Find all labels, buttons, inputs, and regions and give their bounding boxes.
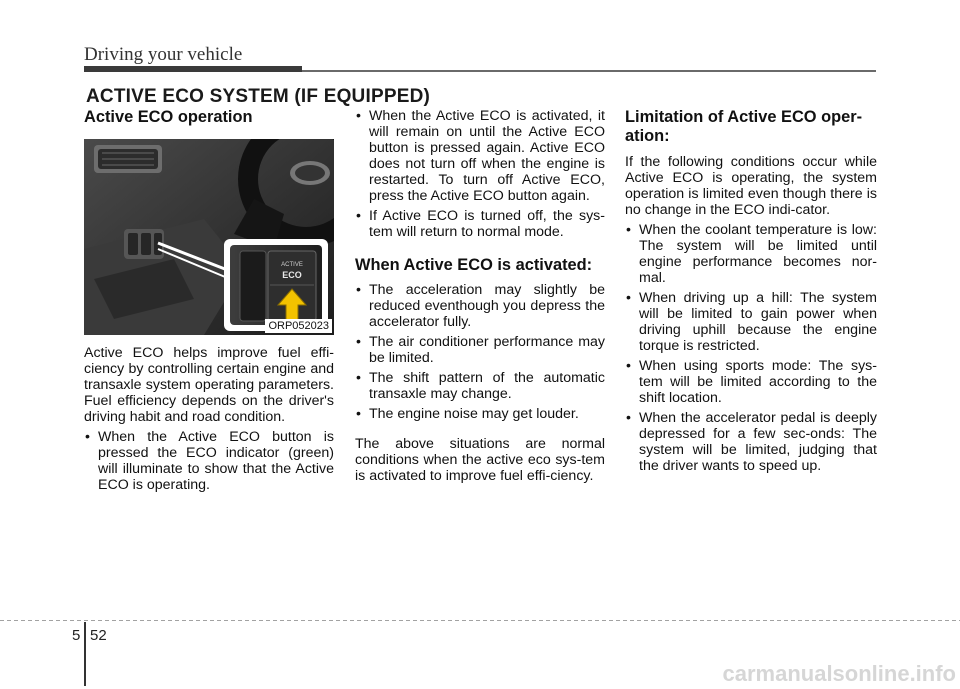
column-3 <box>625 108 877 478</box>
bullet-list-col1 <box>84 429 334 493</box>
dashboard-illustration <box>84 139 334 335</box>
list-item: • The engine noise may get louder. <box>355 406 605 422</box>
image-caption: ORP052023 <box>265 319 332 333</box>
button-label-bottom: ECO <box>282 270 302 280</box>
chapter-number: 5 <box>72 627 81 644</box>
header-rule-dark <box>84 66 302 72</box>
list-item: • When driving up a hill: The system will be limited to gain power when driving uphill because the engine torque is restricted. <box>625 290 877 354</box>
header-rule-light <box>302 70 876 72</box>
column-1 <box>84 108 334 497</box>
list-item: • When the coolant temperature is low: The system will be limited until engine performance becomes nor-mal. <box>625 222 877 286</box>
list-item: • When the Active ECO button is pressed the ECO indicator (green) will illuminate to show that the Active ECO is operating. <box>84 429 334 493</box>
list-item: • If Active ECO is turned off, the sys-tem will return to normal mode. <box>355 208 605 240</box>
list-item: • When the accelerator pedal is deeply depressed for a few sec-onds: The system will be limited, judging that the driver wants to speed up. <box>625 410 877 474</box>
list-item: • When the Active ECO is activated, it will remain on until the Active ECO button is pressed again. Active ECO does not turn off when the engine is restarted. To turn off Active ECO, press the Active ECO button again. <box>355 108 605 204</box>
bullet-list-col3 <box>625 222 877 474</box>
column-2 <box>355 108 605 484</box>
list-item: • The shift pattern of the automatic transaxle may change. <box>355 370 605 402</box>
list-item: • The acceleration may slightly be reduced eventhough you depress the accelerator fully. <box>355 282 605 330</box>
section-title: ACTIVE ECO SYSTEM (IF EQUIPPED) <box>86 86 431 107</box>
heading-when-activated: When Active ECO is activated: <box>355 256 593 274</box>
paragraph-normal-conditions: The above situations are normal conditions when the active eco sys-tem is activated to improve fuel effi-ciency. <box>355 436 605 484</box>
heading-active-eco-operation: Active ECO operation <box>84 108 253 126</box>
paragraph-limitation: If the following conditions occur while Active ECO is operating, the system operation is limited even though there is no change in the ECO indi-cator. <box>625 154 877 218</box>
bullet-list-col2 <box>355 282 605 422</box>
running-header: Driving your vehicle <box>84 44 243 65</box>
footer-divider <box>84 622 86 686</box>
button-label-top: ACTIVE <box>281 262 303 268</box>
page-number: 52 <box>90 627 107 644</box>
bullet-list-col2-top <box>355 108 605 240</box>
paragraph-intro: Active ECO helps improve fuel effi-ciency by controlling certain engine and transaxle system operating parameters. Fuel efficiency depends on the driver's driving habit and road condition. <box>84 345 334 425</box>
list-item: • When using sports mode: The sys-tem will be limited according to the shift location. <box>625 358 877 406</box>
footer-dashed-rule <box>0 620 960 621</box>
list-item: • The air conditioner performance may be limited. <box>355 334 605 366</box>
dashboard-photo <box>84 139 334 335</box>
heading-limitation: Limitation of Active ECO oper-ation: <box>625 108 863 145</box>
watermark: carmanualsonline.info <box>722 661 956 686</box>
